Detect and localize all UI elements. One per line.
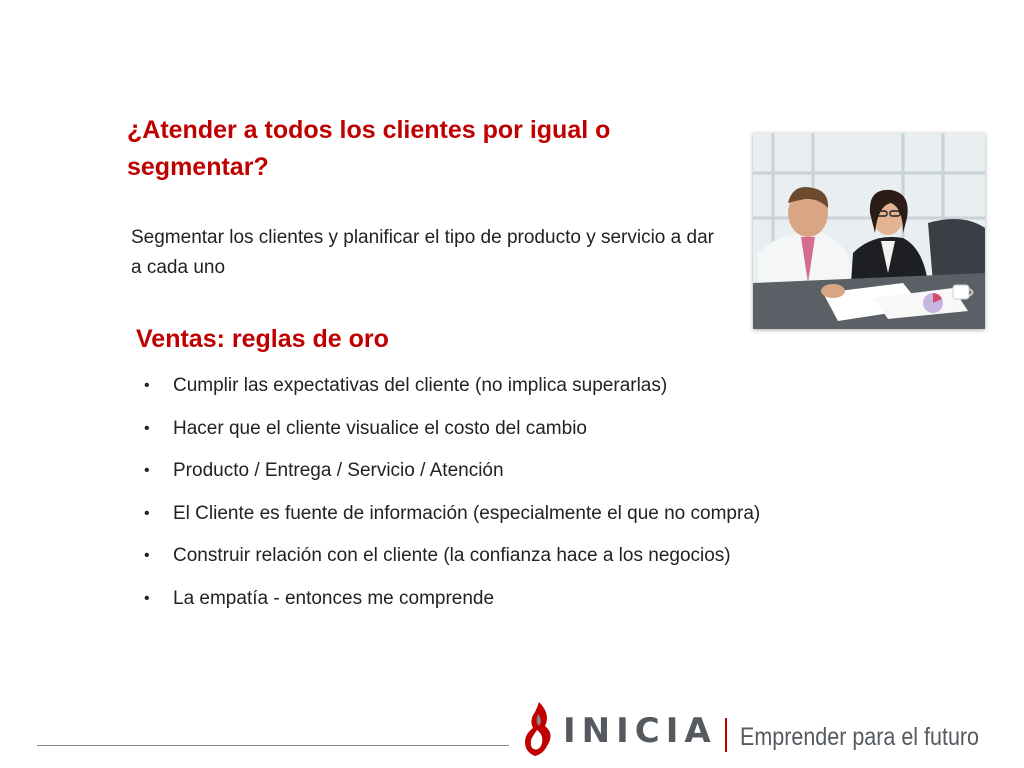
golden-rules-list: [140, 372, 960, 627]
footer-divider: [37, 745, 509, 746]
list-item-text: Producto / Entrega / Servicio / Atención: [173, 460, 504, 481]
list-item: [140, 585, 960, 628]
list-item: [140, 372, 960, 415]
slide-subtitle: Segmentar los clientes y planificar el tipo de producto y servicio a dar a cada uno: [131, 227, 714, 278]
bullet-icon: •: [144, 377, 150, 394]
list-item-text: Hacer que el cliente visualice el costo del cambio: [173, 417, 587, 439]
bullet-icon: •: [144, 504, 150, 522]
inicia-logo-text: INICIA: [563, 711, 717, 751]
list-item: [140, 457, 960, 500]
footer-tagline: Emprender para el futuro: [740, 723, 980, 751]
bullet-icon: •: [144, 547, 150, 564]
slide-title: ¿Atender a todos los clientes por igual o segmentar?: [127, 116, 611, 181]
list-item: [140, 415, 960, 458]
business-meeting-photo: [753, 133, 985, 329]
list-item-text: La empatía - entonces me comprende: [173, 587, 495, 609]
section-title: Ventas: reglas de oro: [136, 325, 389, 353]
bullet-icon: •: [144, 589, 150, 607]
inicia-flame-icon: [521, 700, 555, 763]
bullet-icon: •: [144, 462, 150, 479]
bullet-icon: •: [144, 419, 150, 437]
list-item-text: Cumplir las expectativas del cliente (no implica superarlas): [173, 375, 668, 396]
list-item-text: El Cliente es fuente de información (especialmente el que no compra): [173, 502, 761, 524]
list-item: [140, 542, 960, 585]
list-item: [140, 500, 960, 543]
logo-separator: [725, 718, 727, 752]
list-item-text: Construir relación con el cliente (la confianza hace a los negocios): [173, 545, 731, 566]
